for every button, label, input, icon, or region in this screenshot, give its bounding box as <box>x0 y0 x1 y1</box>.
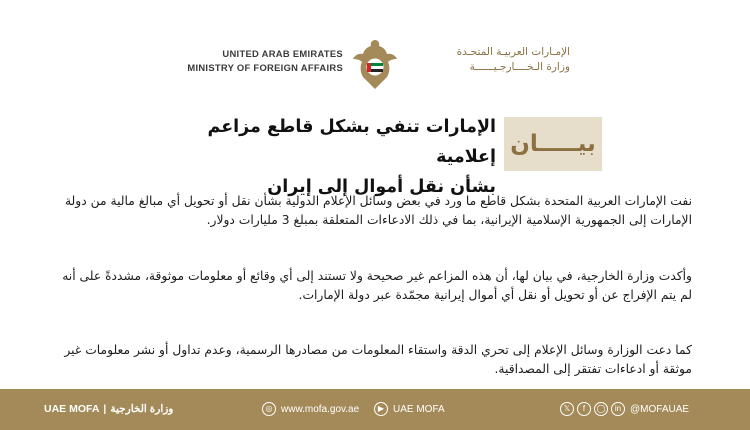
youtube-channel-link[interactable] <box>374 402 445 416</box>
body-paragraph-2: وأكدت وزارة الخارجية، في بيان لها، أن هذه المزاعم غير صحيحة ولا تستند إلى أي وقائع أو معلومات موثوقة، مشددةً على أنه لم يتم الإفراج عن أو تحويل أو نقل أي أموال إيرانية مجمّدة عبر دولة الإمارات. <box>62 269 692 302</box>
handle-text: @MOFAUAE <box>630 403 690 415</box>
ministry-name-ar: وزارة الـخــــارجـيــــــة <box>469 61 570 73</box>
globe-icon: ◎ <box>262 402 276 416</box>
footer-bar <box>0 389 750 430</box>
ministry-name-arabic <box>410 45 570 75</box>
brand-en: UAE MOFA <box>44 403 100 415</box>
ministry-name-en: MINISTRY OF FOREIGN AFFAIRS <box>187 62 343 73</box>
instagram-icon[interactable]: ◯ <box>594 402 608 416</box>
headline-line-2: بشأن نقل أموال إلى إيران <box>267 177 496 197</box>
social-handle-link[interactable] <box>560 402 689 416</box>
footer-brand <box>44 403 173 415</box>
youtube-icon: ▶ <box>374 402 388 416</box>
uae-falcon-emblem-icon <box>350 36 400 92</box>
statement-badge: بيـــــان <box>504 117 602 171</box>
facebook-icon[interactable]: f <box>577 402 591 416</box>
ministry-name-english <box>183 47 343 75</box>
brand-separator: | <box>103 403 107 415</box>
channel-text: UAE MOFA <box>393 403 445 415</box>
brand-ar: وزارة الخارجية <box>110 403 174 415</box>
body-paragraph-1: نفت الإمارات العربية المتحدة بشكل قاطع ما ورد في بعض وسائل الإعلام الدولية بشأن نقل أو تحويل أي مبالغ مالية من دولة الإمارات إلى الجمهورية الإسلامية الإيرانية، بما في ذلك الادعاءات المتعلقة بمبلغ 3 مليارات دولار. <box>64 194 692 227</box>
website-text: www.mofa.gov.ae <box>281 403 360 415</box>
social-icons <box>560 402 625 416</box>
linkedin-icon[interactable]: in <box>611 402 625 416</box>
statement-headline <box>150 112 496 202</box>
country-name-en: UNITED ARAB EMIRATES <box>222 48 343 59</box>
x-icon[interactable]: 𝕏 <box>560 402 574 416</box>
headline-line-1: الإمارات تنفي بشكل قاطع مزاعم إعلامية <box>207 117 496 167</box>
website-link[interactable] <box>262 402 359 416</box>
body-paragraph-3: كما دعت الوزارة وسائل الإعلام إلى تحري الدقة واستقاء المعلومات من مصادرها الرسمية، وعدم تداول أو نشر معلومات غير موثقة أو ادعاءات تفتقر إلى المصداقية. <box>64 343 692 376</box>
country-name-ar: الإمـارات العربيـة المتحـدة <box>456 46 570 58</box>
